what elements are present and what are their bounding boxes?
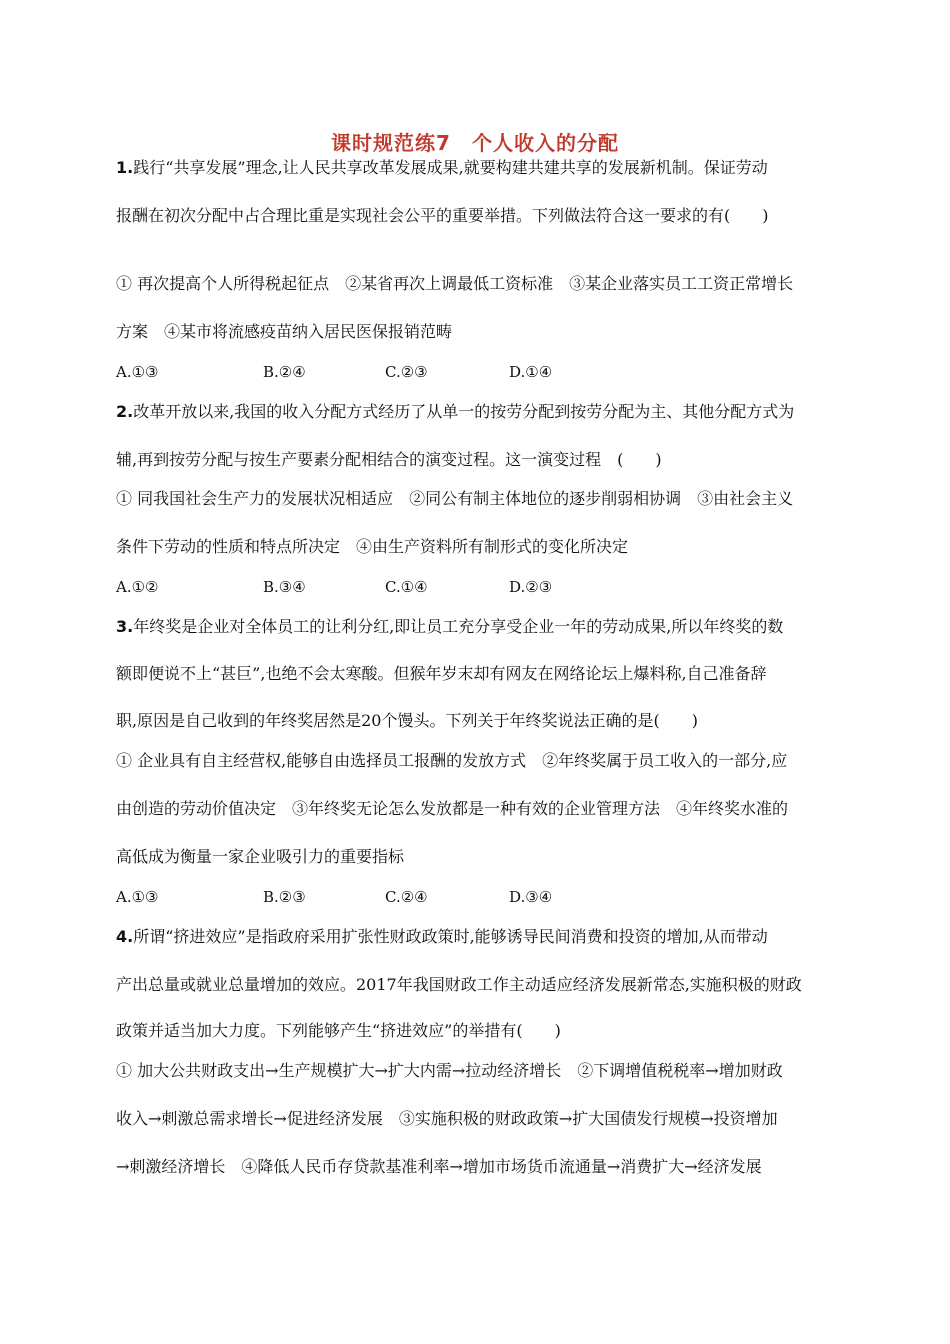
question-4-stem-line-2: 产出总量或就业总量增加的效应。2017年我国财政工作主动适应经济发展新常态,实施积极的财政 — [116, 975, 802, 994]
question-4-stem-line-3: 政策并适当加大力度。下列能够产生“挤进效应”的举措有( ) — [116, 1021, 561, 1040]
question-2-option-a[interactable]: A.①② — [116, 578, 159, 596]
question-3-number: 3. — [116, 617, 134, 636]
question-2-stem-line-1: 2.改革开放以来,我国的收入分配方式经历了从单一的按劳分配到按劳分配为主、其他分配方式为 — [116, 402, 795, 421]
question-3-item-line-2: 由创造的劳动价值决定 ③年终奖无论怎么发放都是一种有效的企业管理方法 ④年终奖水准的 — [116, 799, 789, 818]
question-3-item-line-1: ① 企业具有自主经营权,能够自由选择员工报酬的发放方式 ②年终奖属于员工收入的一部分,应 — [116, 751, 788, 770]
question-2-option-c[interactable]: C.①④ — [385, 578, 428, 596]
question-2-option-b[interactable]: B.③④ — [263, 578, 306, 596]
question-4-item-line-1: ① 加大公共财政支出→生产规模扩大→扩大内需→拉动经济增长 ②下调增值税税率→增加财政 — [116, 1061, 783, 1080]
question-4-item-line-3: →刺激经济增长 ④降低人民币存贷款基准利率→增加市场货币流通量→消费扩大→经济发展 — [116, 1157, 762, 1176]
question-1-option-d[interactable]: D.①④ — [509, 363, 553, 381]
question-1-option-a[interactable]: A.①③ — [116, 363, 159, 381]
question-1-number: 1. — [116, 158, 134, 177]
question-2-stem-line-2: 辅,再到按劳分配与按生产要素分配相结合的演变过程。这一演变过程 ( ) — [116, 450, 662, 469]
question-1-item-line-2: 方案 ④某市将流感疫苗纳入居民医保报销范畴 — [116, 322, 453, 341]
question-3-item-line-3: 高低成为衡量一家企业吸引力的重要指标 — [116, 847, 405, 866]
question-2-item-line-2: 条件下劳动的性质和特点所决定 ④由生产资料所有制形式的变化所决定 — [116, 537, 629, 556]
question-2-option-d[interactable]: D.②③ — [509, 578, 553, 596]
question-2-number: 2. — [116, 402, 134, 421]
question-3-option-a[interactable]: A.①③ — [116, 888, 159, 906]
question-1-stem-line-1: 1.践行“共享发展”理念,让人民共享改革发展成果,就要构建共建共享的发展新机制。保证劳动 — [116, 158, 768, 177]
question-3-option-c[interactable]: C.②④ — [385, 888, 428, 906]
question-1-stem-line-2: 报酬在初次分配中占合理比重是实现社会公平的重要举措。下列做法符合这一要求的有( ) — [116, 206, 769, 225]
question-3-option-b[interactable]: B.②③ — [263, 888, 306, 906]
question-3-option-d[interactable]: D.③④ — [509, 888, 553, 906]
question-3-stem-line-2: 额即便说不上“甚巨”,也绝不会太寒酸。但猴年岁末却有网友在网络论坛上爆料称,自己准备辞 — [116, 664, 767, 683]
page-title: 课时规范练7 个人收入的分配 — [331, 131, 619, 155]
question-4-stem-line-1: 4.所谓“挤进效应”是指政府采用扩张性财政政策时,能够诱导民间消费和投资的增加,从而带动 — [116, 927, 768, 946]
question-3-stem-line-3: 职,原因是自己收到的年终奖居然是20个馒头。下列关于年终奖说法正确的是( ) — [116, 711, 698, 730]
question-3-stem-line-1: 3.年终奖是企业对全体员工的让利分红,即让员工充分享受企业一年的劳动成果,所以年终奖的数 — [116, 617, 784, 636]
question-1-item-line-1: ① 再次提高个人所得税起征点 ②某省再次上调最低工资标准 ③某企业落实员工工资正常增长 — [116, 274, 794, 293]
question-2-item-line-1: ① 同我国社会生产力的发展状况相适应 ②同公有制主体地位的逐步削弱相协调 ③由社会主义 — [116, 489, 794, 508]
question-1-option-b[interactable]: B.②④ — [263, 363, 306, 381]
question-4-number: 4. — [116, 927, 134, 946]
question-1-option-c[interactable]: C.②③ — [385, 363, 428, 381]
question-4-item-line-2: 收入→刺激总需求增长→促进经济发展 ③实施积极的财政政策→扩大国债发行规模→投资增加 — [116, 1109, 778, 1128]
